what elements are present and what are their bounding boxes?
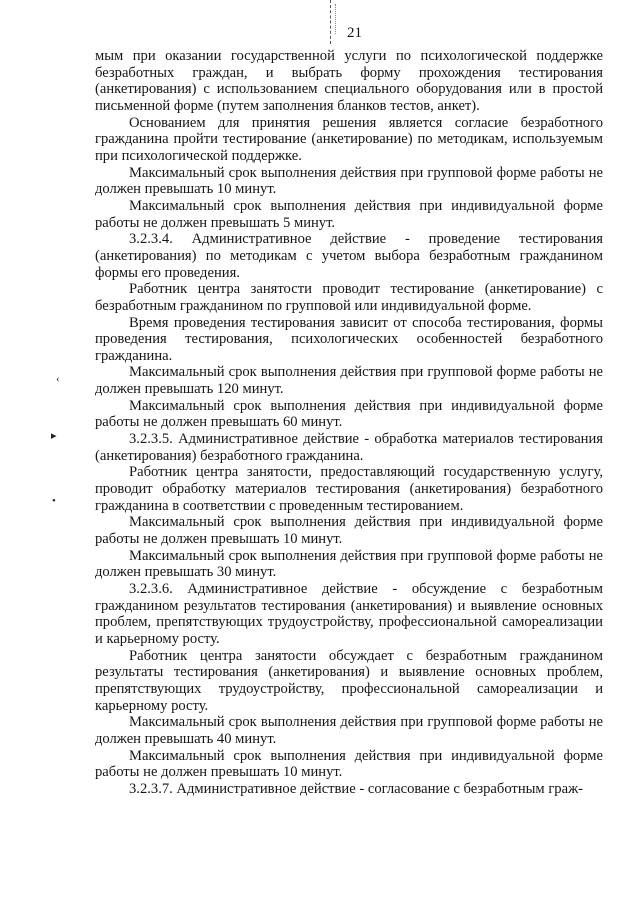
paragraph: 3.2.3.4. Административное действие - проведение тестирования (анкетирования) по методикам с учетом выбора безработным гражданином формы его проведения. — [95, 231, 603, 281]
paragraph: Максимальный срок выполнения действия при групповой форме работы не должен превышать 10 минут. — [95, 164, 603, 198]
margin-mark: ▸ — [51, 430, 57, 442]
paragraph: Работник центра занятости обсуждает с безработным гражданином результаты тестирования (анкетирования) и выявление основных проблем, препятствующих трудоустройству, профессиональной самореализации и карьерному росту. — [95, 647, 603, 714]
paragraph: Максимальный срок выполнения действия при групповой форме работы не должен превышать 30 минут. — [95, 547, 603, 581]
paragraph: 3.2.3.7. Административное действие - согласование с безработным граж- — [129, 780, 584, 797]
paragraph: Максимальный срок выполнения действия при индивидуальной форме работы не должен превышать 60 минут. — [95, 397, 603, 431]
paragraph: Время проведения тестирования зависит от способа тестирования, формы проведения тестирования, психологических особенностей безработного гражданина. — [95, 314, 603, 364]
margin-mark: • — [52, 495, 56, 507]
document-body — [95, 48, 603, 798]
paragraph: Максимальный срок выполнения действия при групповой форме работы не должен превышать 40 минут. — [95, 714, 603, 747]
paragraph: Максимальный срок выполнения действия при индивидуальной форме работы не должен превышать 5 минут. — [95, 197, 603, 231]
paragraph: Работник центра занятости проводит тестирование (анкетирование) с безработным гражданином по групповой или индивидуальной форме. — [95, 281, 603, 314]
paragraph: Основанием для принятия решения является согласие безработного гражданина пройти тестирование (анкетирование) по методикам, используемым при психологической поддержке. — [95, 114, 603, 164]
paragraph: 3.2.3.5. Административное действие - обработка материалов тестирования (анкетирования) безработного гражданина. — [95, 431, 603, 464]
margin-mark: ‹ — [56, 373, 60, 385]
paragraph: Максимальный срок выполнения действия при индивидуальной форме работы не должен превышать 10 минут. — [95, 747, 603, 781]
binding-line-dotted — [335, 4, 337, 34]
page-number: 21 — [347, 25, 362, 41]
paragraph: Работник центра занятости, предоставляющий государственную услугу, проводит обработку материалов тестирования (анкетирования) безработного гражданина в соответствии с проведенным тестированием. — [95, 464, 603, 514]
paragraph: 3.2.3.6. Административное действие - обсуждение с безработным гражданином результатов тестирования (анкетирования) и выявление основных проблем, препятствующих трудоустройству, профессиональной самореализации и карьерному росту. — [95, 581, 603, 647]
binding-line — [330, 0, 332, 44]
paragraph: Максимальный срок выполнения действия при групповой форме работы не должен превышать 120 минут. — [95, 364, 603, 398]
paragraph: мым при оказании государственной услуги по психологической поддержке безработных граждан, и выбрать форму прохождения тестирования (анкетирования) с использованием специального оборудования или в простой письменной форме (путем заполнения бланков тестов, анкет). — [95, 48, 603, 114]
paragraph: Максимальный срок выполнения действия при индивидуальной форме работы не должен превышать 10 минут. — [95, 514, 603, 548]
